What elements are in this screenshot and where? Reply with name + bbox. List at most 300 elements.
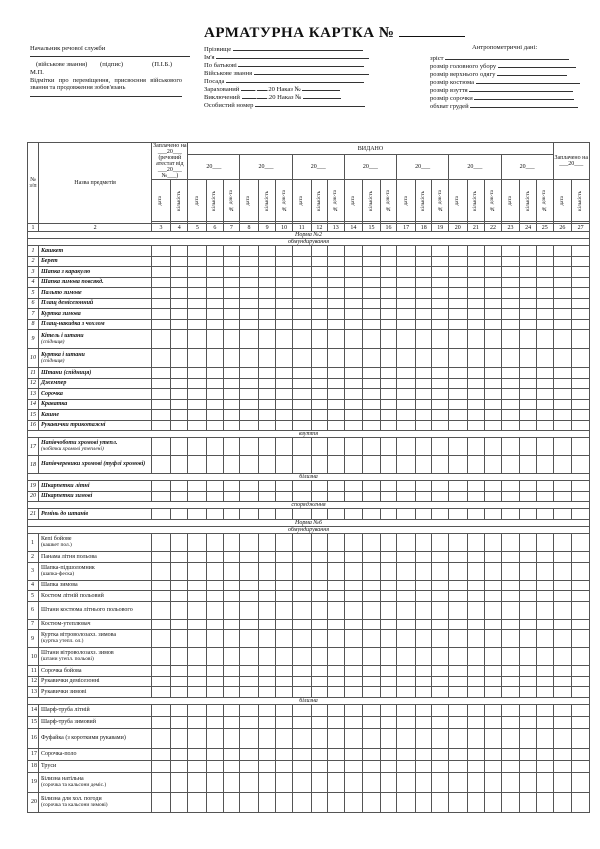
entry-cell[interactable]	[397, 410, 416, 421]
outer-field[interactable]	[497, 70, 567, 76]
entry-cell[interactable]	[363, 298, 381, 309]
entry-cell[interactable]	[363, 509, 381, 520]
entry-cell[interactable]	[520, 676, 536, 687]
entry-cell[interactable]	[397, 666, 416, 677]
entry-cell[interactable]	[448, 748, 467, 760]
entry-cell[interactable]	[432, 410, 448, 421]
entry-cell[interactable]	[501, 410, 520, 421]
entry-cell[interactable]	[344, 562, 363, 580]
entry-cell[interactable]	[223, 256, 239, 267]
entry-cell[interactable]	[467, 562, 485, 580]
entry-cell[interactable]	[397, 728, 416, 748]
entry-cell[interactable]	[485, 748, 501, 760]
entry-cell[interactable]	[292, 288, 311, 299]
entry-cell[interactable]	[207, 580, 223, 591]
entry-cell[interactable]	[363, 378, 381, 389]
entry-cell[interactable]	[467, 456, 485, 474]
entry-cell[interactable]	[553, 410, 572, 421]
entry-cell[interactable]	[380, 481, 396, 492]
entry-cell[interactable]	[485, 666, 501, 677]
entry-cell[interactable]	[501, 619, 520, 630]
entry-cell[interactable]	[432, 456, 448, 474]
entry-cell[interactable]	[223, 491, 239, 502]
entry-cell[interactable]	[223, 277, 239, 288]
entry-cell[interactable]	[432, 378, 448, 389]
entry-cell[interactable]	[485, 580, 501, 591]
entry-cell[interactable]	[223, 410, 239, 421]
entry-cell[interactable]	[432, 267, 448, 278]
entry-cell[interactable]	[415, 591, 431, 602]
entry-cell[interactable]	[572, 772, 590, 792]
entry-cell[interactable]	[572, 410, 590, 421]
entry-cell[interactable]	[292, 298, 311, 309]
entry-cell[interactable]	[258, 792, 276, 812]
entry-cell[interactable]	[258, 438, 276, 456]
entry-cell[interactable]	[415, 534, 431, 552]
entry-cell[interactable]	[276, 704, 292, 716]
entry-cell[interactable]	[258, 716, 276, 728]
entry-cell[interactable]	[380, 728, 396, 748]
entry-cell[interactable]	[188, 676, 207, 687]
entry-cell[interactable]	[520, 349, 536, 368]
entry-cell[interactable]	[328, 389, 344, 400]
entry-cell[interactable]	[520, 666, 536, 677]
entry-cell[interactable]	[572, 298, 590, 309]
entry-cell[interactable]	[380, 792, 396, 812]
entry-cell[interactable]	[311, 368, 327, 379]
entry-cell[interactable]	[415, 748, 431, 760]
entry-cell[interactable]	[363, 716, 381, 728]
entry-cell[interactable]	[501, 552, 520, 563]
entry-cell[interactable]	[328, 456, 344, 474]
entry-cell[interactable]	[467, 716, 485, 728]
entry-cell[interactable]	[572, 349, 590, 368]
entry-cell[interactable]	[467, 630, 485, 648]
entry-cell[interactable]	[572, 676, 590, 687]
entry-cell[interactable]	[276, 319, 292, 330]
entry-cell[interactable]	[485, 728, 501, 748]
entry-cell[interactable]	[276, 591, 292, 602]
entry-cell[interactable]	[344, 378, 363, 389]
entry-cell[interactable]	[207, 648, 223, 666]
entry-cell[interactable]	[415, 676, 431, 687]
entry-cell[interactable]	[363, 772, 381, 792]
entry-cell[interactable]	[170, 666, 188, 677]
entry-cell[interactable]	[311, 420, 327, 431]
entry-cell[interactable]	[572, 748, 590, 760]
entry-cell[interactable]	[188, 648, 207, 666]
entry-cell[interactable]	[501, 601, 520, 619]
entry-cell[interactable]	[258, 389, 276, 400]
entry-cell[interactable]	[536, 267, 553, 278]
entry-cell[interactable]	[170, 410, 188, 421]
entry-cell[interactable]	[328, 288, 344, 299]
entry-cell[interactable]	[258, 319, 276, 330]
entry-cell[interactable]	[292, 319, 311, 330]
entry-cell[interactable]	[207, 410, 223, 421]
entry-cell[interactable]	[258, 256, 276, 267]
entry-cell[interactable]	[467, 330, 485, 349]
entry-cell[interactable]	[397, 552, 416, 563]
entry-cell[interactable]	[501, 246, 520, 257]
entry-cell[interactable]	[188, 246, 207, 257]
entry-cell[interactable]	[485, 410, 501, 421]
entry-cell[interactable]	[501, 491, 520, 502]
entry-cell[interactable]	[380, 267, 396, 278]
entry-cell[interactable]	[415, 456, 431, 474]
entry-cell[interactable]	[363, 349, 381, 368]
entry-cell[interactable]	[415, 481, 431, 492]
entry-cell[interactable]	[536, 687, 553, 698]
entry-cell[interactable]	[448, 319, 467, 330]
entry-cell[interactable]	[223, 267, 239, 278]
entry-cell[interactable]	[415, 330, 431, 349]
entry-cell[interactable]	[520, 552, 536, 563]
entry-cell[interactable]	[397, 716, 416, 728]
entry-cell[interactable]	[223, 378, 239, 389]
entry-cell[interactable]	[467, 601, 485, 619]
entry-cell[interactable]	[240, 378, 259, 389]
entry-cell[interactable]	[170, 772, 188, 792]
entry-cell[interactable]	[223, 687, 239, 698]
entry-cell[interactable]	[328, 481, 344, 492]
entry-cell[interactable]	[240, 399, 259, 410]
entry-cell[interactable]	[328, 438, 344, 456]
entry-cell[interactable]	[170, 256, 188, 267]
entry-cell[interactable]	[415, 704, 431, 716]
entry-cell[interactable]	[170, 728, 188, 748]
entry-cell[interactable]	[292, 552, 311, 563]
entry-cell[interactable]	[448, 772, 467, 792]
entry-cell[interactable]	[485, 619, 501, 630]
entry-cell[interactable]	[170, 580, 188, 591]
entry-cell[interactable]	[397, 368, 416, 379]
entry-cell[interactable]	[188, 298, 207, 309]
entry-cell[interactable]	[344, 399, 363, 410]
entry-cell[interactable]	[258, 298, 276, 309]
entry-cell[interactable]	[467, 267, 485, 278]
entry-cell[interactable]	[432, 676, 448, 687]
entry-cell[interactable]	[501, 456, 520, 474]
entry-cell[interactable]	[467, 580, 485, 591]
entry-cell[interactable]	[223, 630, 239, 648]
shirt-field[interactable]	[474, 94, 574, 100]
entry-cell[interactable]	[467, 399, 485, 410]
entry-cell[interactable]	[152, 704, 171, 716]
entry-cell[interactable]	[170, 491, 188, 502]
entry-cell[interactable]	[292, 438, 311, 456]
entry-cell[interactable]	[292, 630, 311, 648]
entry-cell[interactable]	[276, 389, 292, 400]
entry-cell[interactable]	[501, 389, 520, 400]
entry-cell[interactable]	[572, 601, 590, 619]
entry-cell[interactable]	[363, 267, 381, 278]
entry-cell[interactable]	[363, 399, 381, 410]
entry-cell[interactable]	[572, 534, 590, 552]
entry-cell[interactable]	[432, 648, 448, 666]
entry-cell[interactable]	[344, 772, 363, 792]
entry-cell[interactable]	[223, 420, 239, 431]
entry-cell[interactable]	[223, 438, 239, 456]
entry-cell[interactable]	[553, 277, 572, 288]
entry-cell[interactable]	[467, 728, 485, 748]
entry-cell[interactable]	[520, 792, 536, 812]
entry-cell[interactable]	[276, 792, 292, 812]
entry-cell[interactable]	[258, 277, 276, 288]
entry-cell[interactable]	[258, 399, 276, 410]
entry-cell[interactable]	[240, 277, 259, 288]
entry-cell[interactable]	[553, 368, 572, 379]
entry-cell[interactable]	[188, 319, 207, 330]
entry-cell[interactable]	[328, 748, 344, 760]
entry-cell[interactable]	[344, 298, 363, 309]
entry-cell[interactable]	[536, 410, 553, 421]
entry-cell[interactable]	[311, 330, 327, 349]
entry-cell[interactable]	[501, 509, 520, 520]
entry-cell[interactable]	[240, 552, 259, 563]
entry-cell[interactable]	[292, 481, 311, 492]
entry-cell[interactable]	[207, 792, 223, 812]
entry-cell[interactable]	[344, 792, 363, 812]
entry-cell[interactable]	[536, 309, 553, 320]
entry-cell[interactable]	[485, 562, 501, 580]
entry-cell[interactable]	[207, 509, 223, 520]
entry-cell[interactable]	[363, 368, 381, 379]
entry-cell[interactable]	[170, 309, 188, 320]
entry-cell[interactable]	[258, 676, 276, 687]
entry-cell[interactable]	[223, 534, 239, 552]
entry-cell[interactable]	[344, 438, 363, 456]
entry-cell[interactable]	[328, 792, 344, 812]
entry-cell[interactable]	[207, 267, 223, 278]
entry-cell[interactable]	[328, 256, 344, 267]
entry-cell[interactable]	[485, 319, 501, 330]
entry-cell[interactable]	[415, 666, 431, 677]
entry-cell[interactable]	[207, 591, 223, 602]
entry-cell[interactable]	[448, 760, 467, 772]
entry-cell[interactable]	[485, 256, 501, 267]
entry-cell[interactable]	[397, 256, 416, 267]
entry-cell[interactable]	[240, 580, 259, 591]
entry-cell[interactable]	[553, 687, 572, 698]
entry-cell[interactable]	[536, 704, 553, 716]
entry-cell[interactable]	[432, 438, 448, 456]
personal-no-field[interactable]	[255, 101, 365, 107]
entry-cell[interactable]	[152, 601, 171, 619]
entry-cell[interactable]	[501, 748, 520, 760]
entry-cell[interactable]	[240, 760, 259, 772]
entry-cell[interactable]	[207, 438, 223, 456]
entry-cell[interactable]	[520, 591, 536, 602]
entry-cell[interactable]	[501, 676, 520, 687]
entry-cell[interactable]	[397, 399, 416, 410]
entry-cell[interactable]	[258, 648, 276, 666]
entry-cell[interactable]	[207, 534, 223, 552]
entry-cell[interactable]	[415, 728, 431, 748]
entry-cell[interactable]	[432, 319, 448, 330]
entry-cell[interactable]	[170, 716, 188, 728]
entry-cell[interactable]	[223, 748, 239, 760]
entry-cell[interactable]	[415, 246, 431, 257]
entry-cell[interactable]	[276, 666, 292, 677]
entry-cell[interactable]	[572, 619, 590, 630]
entry-cell[interactable]	[572, 716, 590, 728]
entry-cell[interactable]	[344, 288, 363, 299]
entry-cell[interactable]	[223, 509, 239, 520]
entry-cell[interactable]	[292, 748, 311, 760]
entry-cell[interactable]	[415, 772, 431, 792]
entry-cell[interactable]	[448, 792, 467, 812]
entry-cell[interactable]	[380, 399, 396, 410]
entry-cell[interactable]	[207, 349, 223, 368]
entry-cell[interactable]	[240, 772, 259, 792]
entry-cell[interactable]	[152, 267, 171, 278]
entry-cell[interactable]	[258, 760, 276, 772]
entry-cell[interactable]	[448, 456, 467, 474]
entry-cell[interactable]	[188, 481, 207, 492]
entry-cell[interactable]	[363, 420, 381, 431]
entry-cell[interactable]	[328, 378, 344, 389]
entry-cell[interactable]	[380, 648, 396, 666]
entry-cell[interactable]	[152, 772, 171, 792]
entry-cell[interactable]	[397, 619, 416, 630]
entry-cell[interactable]	[207, 704, 223, 716]
entry-cell[interactable]	[432, 534, 448, 552]
entry-cell[interactable]	[501, 648, 520, 666]
entry-cell[interactable]	[188, 399, 207, 410]
entry-cell[interactable]	[485, 288, 501, 299]
entry-cell[interactable]	[276, 399, 292, 410]
entry-cell[interactable]	[448, 580, 467, 591]
entry-cell[interactable]	[467, 748, 485, 760]
entry-cell[interactable]	[292, 399, 311, 410]
entry-cell[interactable]	[485, 481, 501, 492]
entry-cell[interactable]	[292, 619, 311, 630]
entry-cell[interactable]	[240, 728, 259, 748]
entry-cell[interactable]	[485, 534, 501, 552]
entry-cell[interactable]	[276, 760, 292, 772]
entry-cell[interactable]	[240, 534, 259, 552]
entry-cell[interactable]	[397, 389, 416, 400]
entry-cell[interactable]	[152, 246, 171, 257]
entry-cell[interactable]	[553, 298, 572, 309]
entry-cell[interactable]	[363, 666, 381, 677]
entry-cell[interactable]	[572, 591, 590, 602]
entry-cell[interactable]	[276, 509, 292, 520]
entry-cell[interactable]	[292, 648, 311, 666]
entry-cell[interactable]	[380, 410, 396, 421]
entry-cell[interactable]	[258, 491, 276, 502]
entry-cell[interactable]	[485, 591, 501, 602]
entry-cell[interactable]	[380, 309, 396, 320]
entry-cell[interactable]	[520, 580, 536, 591]
entry-cell[interactable]	[292, 534, 311, 552]
entry-cell[interactable]	[432, 246, 448, 257]
entry-cell[interactable]	[415, 309, 431, 320]
entry-cell[interactable]	[170, 389, 188, 400]
entry-cell[interactable]	[553, 349, 572, 368]
entry-cell[interactable]	[553, 288, 572, 299]
entry-cell[interactable]	[258, 267, 276, 278]
height-field[interactable]	[445, 54, 569, 60]
entry-cell[interactable]	[415, 399, 431, 410]
entry-cell[interactable]	[415, 410, 431, 421]
entry-cell[interactable]	[152, 666, 171, 677]
entry-cell[interactable]	[553, 319, 572, 330]
entry-cell[interactable]	[380, 256, 396, 267]
entry-cell[interactable]	[311, 378, 327, 389]
shoes-field[interactable]	[469, 86, 573, 92]
entry-cell[interactable]	[223, 619, 239, 630]
entry-cell[interactable]	[258, 349, 276, 368]
entry-cell[interactable]	[485, 420, 501, 431]
entry-cell[interactable]	[380, 378, 396, 389]
entry-cell[interactable]	[276, 552, 292, 563]
entry-cell[interactable]	[363, 288, 381, 299]
entry-cell[interactable]	[448, 562, 467, 580]
entry-cell[interactable]	[501, 728, 520, 748]
entry-cell[interactable]	[344, 330, 363, 349]
entry-cell[interactable]	[485, 491, 501, 502]
entry-cell[interactable]	[207, 760, 223, 772]
entry-cell[interactable]	[520, 760, 536, 772]
entry-cell[interactable]	[258, 728, 276, 748]
entry-cell[interactable]	[344, 716, 363, 728]
entry-cell[interactable]	[170, 349, 188, 368]
entry-cell[interactable]	[292, 378, 311, 389]
entry-cell[interactable]	[258, 246, 276, 257]
hat-field[interactable]	[498, 62, 576, 68]
entry-cell[interactable]	[448, 687, 467, 698]
entry-cell[interactable]	[292, 591, 311, 602]
entry-cell[interactable]	[553, 666, 572, 677]
entry-cell[interactable]	[223, 666, 239, 677]
entry-cell[interactable]	[311, 349, 327, 368]
entry-cell[interactable]	[188, 456, 207, 474]
entry-cell[interactable]	[328, 330, 344, 349]
entry-cell[interactable]	[572, 420, 590, 431]
entry-cell[interactable]	[485, 389, 501, 400]
entry-cell[interactable]	[397, 630, 416, 648]
entry-cell[interactable]	[152, 288, 171, 299]
entry-cell[interactable]	[152, 389, 171, 400]
entry-cell[interactable]	[170, 368, 188, 379]
entry-cell[interactable]	[328, 704, 344, 716]
entry-cell[interactable]	[415, 562, 431, 580]
entry-cell[interactable]	[380, 687, 396, 698]
entry-cell[interactable]	[328, 666, 344, 677]
entry-cell[interactable]	[485, 687, 501, 698]
entry-cell[interactable]	[380, 491, 396, 502]
entry-cell[interactable]	[240, 666, 259, 677]
entry-cell[interactable]	[276, 349, 292, 368]
entry-cell[interactable]	[432, 368, 448, 379]
entry-cell[interactable]	[311, 648, 327, 666]
entry-cell[interactable]	[152, 580, 171, 591]
entry-cell[interactable]	[432, 509, 448, 520]
entry-cell[interactable]	[258, 772, 276, 792]
entry-cell[interactable]	[311, 704, 327, 716]
entry-cell[interactable]	[207, 716, 223, 728]
entry-cell[interactable]	[152, 748, 171, 760]
entry-cell[interactable]	[467, 552, 485, 563]
entry-cell[interactable]	[240, 491, 259, 502]
entry-cell[interactable]	[207, 772, 223, 792]
entry-cell[interactable]	[467, 760, 485, 772]
entry-cell[interactable]	[152, 491, 171, 502]
entry-cell[interactable]	[170, 630, 188, 648]
entry-cell[interactable]	[520, 288, 536, 299]
